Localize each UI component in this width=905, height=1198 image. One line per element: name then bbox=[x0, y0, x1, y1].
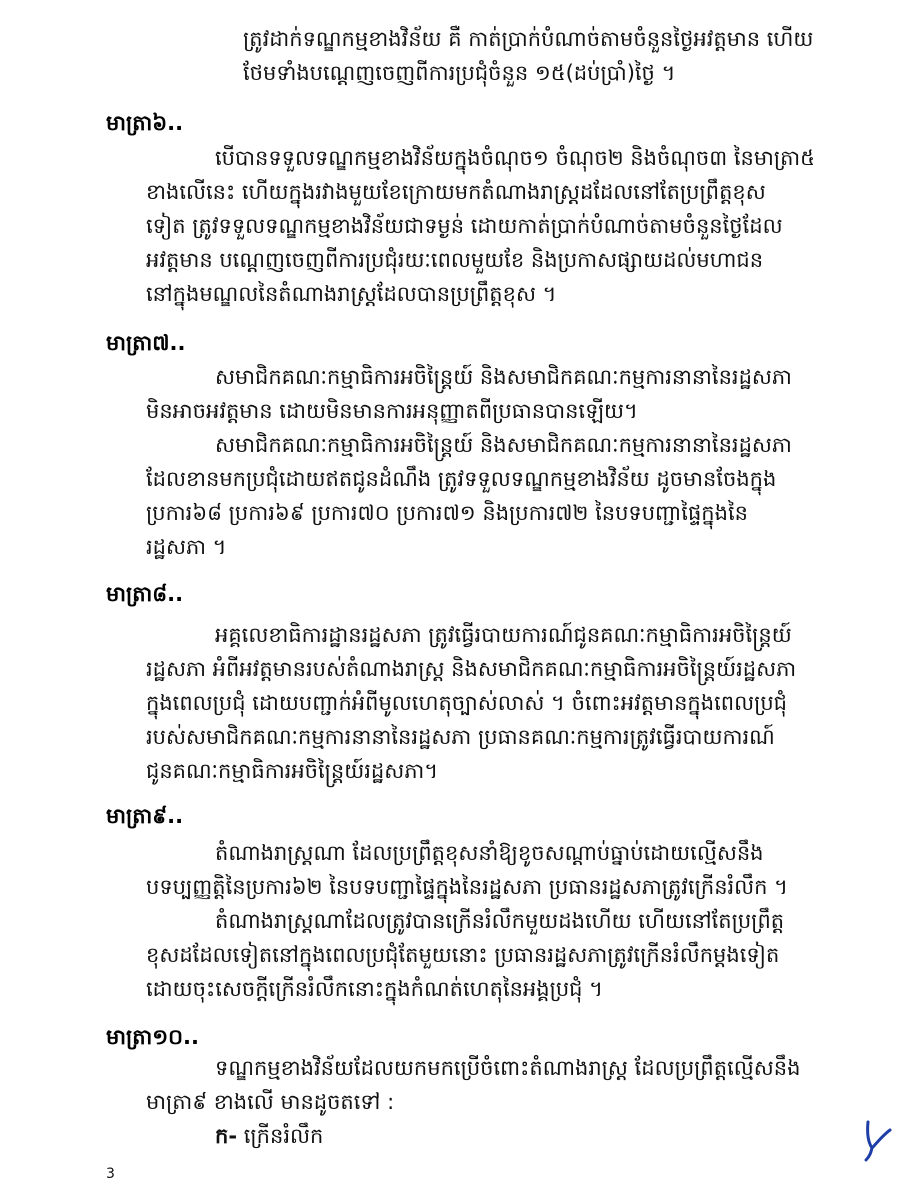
article-7-line-2: មិនអាចអវត្តមាន ដោយមិនមានការអនុញ្ញាតពីប្រធានបានឡើយ។ bbox=[146, 399, 638, 423]
article-10-line-1: ទណ្ឌកម្មខាងវិន័យដែលយកមកប្រើចំពោះតំណាងរាស្ត្រ ដែលប្រព្រឹត្តល្មើសនឹង bbox=[215, 1056, 801, 1080]
article-8-heading: មាត្រា៨.. bbox=[106, 582, 184, 606]
article-6-line-1: បើបានទទួលទណ្ឌកម្មខាងវិន័យក្នុងចំណុច១ ចំណុច២ និងចំណុច៣ នៃមាត្រា៥ bbox=[215, 146, 815, 170]
article-7-line-3: សមាជិកគណៈកម្មាធិការអចិន្ត្រៃយ៍ និងសមាជិកគណៈកម្មការនានានៃរដ្ឋសភា bbox=[215, 433, 792, 457]
article-7-line-4: ដែលខានមកប្រជុំដោយឥតជូនដំណឹង ត្រូវទទួលទណ្ឌកម្មខាងវិន័យ ដូចមានចែងក្នុង bbox=[146, 467, 777, 491]
article-9-line-1: តំណាងរាស្ត្រណា ដែលប្រព្រឹត្តខុសនាំឱ្យខូចសណ្តាប់ធ្នាប់ដោយល្មើសនឹង bbox=[215, 841, 764, 865]
article-9-line-2: បទប្បញ្ញត្តិនៃប្រការ៦២ នៃបទបញ្ជាផ្ទៃក្នុងនៃរដ្ឋសភា ប្រធានរដ្ឋសភាត្រូវក្រើនរំលឹក ។ bbox=[146, 875, 789, 899]
article-7-line-1: សមាជិកគណៈកម្មាធិការអចិន្ត្រៃយ៍ និងសមាជិកគណៈកម្មការនានានៃរដ្ឋសភា bbox=[215, 365, 792, 389]
article-6-heading: មាត្រា៦.. bbox=[106, 111, 184, 135]
article-6-line-4: អវត្តមាន បណ្តេញចេញពីការប្រជុំរយៈពេលមួយខែ និងប្រកាសផ្សាយដល់មហាជន bbox=[146, 248, 764, 272]
article-8-line-3: ក្នុងពេលប្រជុំ ដោយបញ្ជាក់អំពីមូលហេតុច្បាស់លាស់ ។ ចំពោះអវត្តមានក្នុងពេលប្រជុំ bbox=[146, 691, 788, 715]
article-9-line-3: តំណាងរាស្ត្រណាដែលត្រូវបានក្រើនរំលឹកមួយដងហើយ ហើយនៅតែប្រព្រឹត្ត bbox=[215, 909, 785, 933]
article-9-heading: មាត្រា៩.. bbox=[106, 804, 184, 828]
article-9-line-5: ដោយចុះសេចក្តីក្រើនរំលឹកនោះក្នុងកំណត់ហេតុនៃអង្គប្រជុំ ។ bbox=[146, 977, 604, 1001]
page-number: 3 bbox=[106, 1166, 115, 1182]
article-10-list-item bbox=[215, 1121, 323, 1151]
list-item-marker: ក- bbox=[215, 1124, 238, 1148]
article-6-line-3: ទៀត ត្រូវទទួលទណ្ឌកម្មខាងវិន័យជាទម្ងន់ ដោយកាត់ប្រាក់បំណាច់តាមចំនួនថ្ងៃដែល bbox=[146, 214, 783, 238]
article-8-line-2: រដ្ឋសភា អំពីអវត្តមានរបស់តំណាងរាស្ត្រ និងសមាជិកគណៈកម្មាធិការអចិន្ត្រៃយ៍រដ្ឋសភា bbox=[146, 657, 797, 681]
article-10-heading: មាត្រា១០.. bbox=[106, 1025, 199, 1049]
article-10-line-2: មាត្រា៩ ខាងលើ មានដូចតទៅ : bbox=[146, 1090, 395, 1114]
article-7-line-5: ប្រការ៦៨ ប្រការ៦៩ ប្រការ៧០ ប្រការ៧១ និងប្រការ៧២ នៃបទបញ្ជាផ្ទៃក្នុងនៃ bbox=[146, 501, 748, 525]
article-9-line-4: ខុសដដែលទៀតនៅក្នុងពេលប្រជុំតែមួយនោះ ប្រធានរដ្ឋសភាត្រូវក្រើនរំលឹកម្តងទៀត bbox=[146, 943, 780, 967]
list-item-text: ក្រើនរំលឹក bbox=[243, 1124, 324, 1148]
article-6-line-2: ខាងលើនេះ ហើយក្នុងរវាងមួយខែក្រោយមកតំណាងរាស្ត្រដដែលនៅតែប្រព្រឹត្តខុស bbox=[146, 180, 766, 204]
article-7-line-6: រដ្ឋសភា ។ bbox=[146, 535, 227, 559]
intro-line-1: ត្រូវដាក់ទណ្ឌកម្មខាងវិន័យ គឺ កាត់ប្រាក់បំណាច់តាមចំនួនថ្ងៃអវត្តមាន ហើយ bbox=[243, 27, 814, 51]
article-8-line-5: ជូនគណៈកម្មាធិការអចិន្ត្រៃយ៍រដ្ឋសភា។ bbox=[146, 759, 439, 783]
article-8-line-1: អគ្គលេខាធិការដ្ឋានរដ្ឋសភា ត្រូវធ្វើរបាយការណ៍ជូនគណៈកម្មាធិការអចិន្ត្រៃយ៍ bbox=[215, 623, 792, 647]
intro-line-2: ថែមទាំងបណ្តេញចេញពីការប្រជុំចំនួន ១៥(ដប់ប្រាំ)ថ្ងៃ ។ bbox=[243, 61, 676, 85]
article-6-line-5: នៅក្នុងមណ្ឌលនៃតំណាងរាស្ត្រដែលបានប្រព្រឹត្តខុស ។ bbox=[146, 282, 557, 306]
article-8-line-4: របស់សមាជិកគណៈកម្មការនានានៃរដ្ឋសភា ប្រធានគណៈកម្មការត្រូវធ្វើរបាយការណ៍ bbox=[146, 725, 775, 749]
article-7-heading: មាត្រា៧.. bbox=[106, 331, 186, 355]
pen-check-mark-icon bbox=[862, 1118, 894, 1162]
